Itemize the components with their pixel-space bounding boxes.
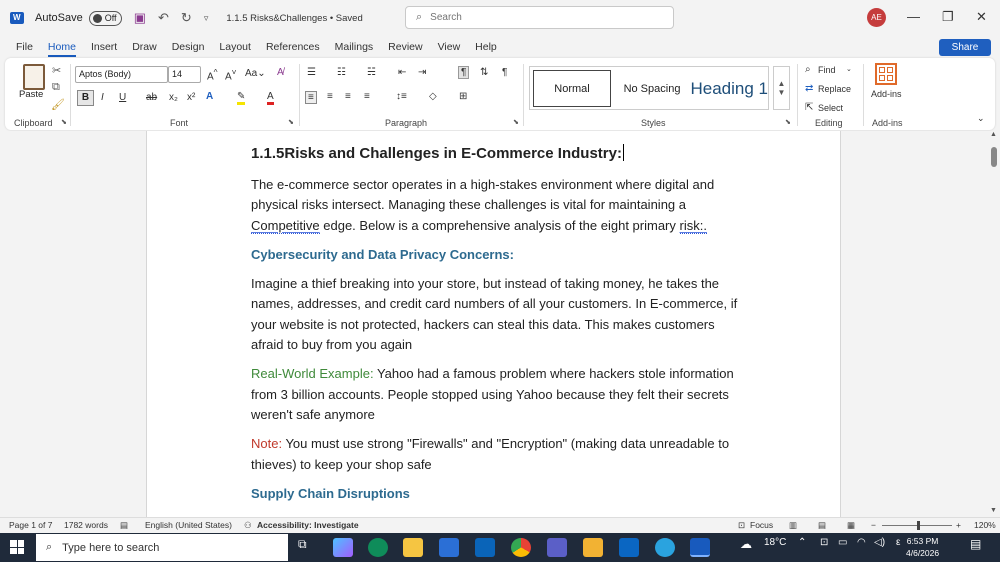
chrome-icon[interactable]: [511, 538, 531, 557]
bold-button[interactable]: B: [77, 90, 94, 106]
intro-competitive-word: Competitive: [251, 217, 320, 233]
change-case-icon[interactable]: Aa⌄: [245, 68, 266, 79]
divider: [523, 64, 524, 126]
file-explorer-icon[interactable]: [403, 538, 423, 557]
taskbar-search-icon: ⌕: [46, 541, 53, 553]
subscript-icon[interactable]: x₂: [169, 92, 178, 103]
paragraph-group-label: Paragraph: [385, 118, 428, 128]
tab-review[interactable]: Review: [388, 41, 423, 53]
intro-text-b: edge. Below is a comprehensive analysis of the eight primary: [319, 217, 680, 233]
language-indicator[interactable]: English (United States): [145, 520, 232, 530]
styles-launcher-icon[interactable]: ⬊: [785, 119, 791, 126]
copilot-icon[interactable]: [333, 538, 353, 557]
show-hidden-icons[interactable]: ⌃: [798, 537, 807, 548]
numbering-icon[interactable]: ☷: [337, 67, 346, 78]
vertical-scrollbar[interactable]: [988, 131, 1000, 517]
save-icon[interactable]: ▣: [133, 10, 146, 25]
search-icon: ⌕: [416, 11, 423, 23]
scroll-thumb[interactable]: [991, 147, 997, 167]
zoom-in-icon[interactable]: +: [956, 520, 961, 530]
proofing-icon[interactable]: ▤: [120, 520, 129, 530]
toggle-knob: [93, 14, 102, 23]
divider: [797, 64, 798, 126]
tab-layout[interactable]: Layout: [219, 41, 251, 53]
read-mode-icon[interactable]: ▥: [789, 520, 798, 530]
tab-help[interactable]: Help: [475, 41, 497, 53]
justify-icon[interactable]: ≡: [364, 91, 370, 102]
format-painter-icon[interactable]: 🖌: [51, 99, 65, 111]
tab-mailings[interactable]: Mailings: [334, 41, 374, 53]
linkedin-icon[interactable]: [619, 538, 639, 557]
intro-paragraph[interactable]: [251, 175, 741, 236]
windows-taskbar: [0, 533, 1000, 562]
zoom-out-icon[interactable]: −: [871, 520, 876, 530]
input-indicator-icon[interactable]: ε: [896, 537, 901, 548]
power-bi-icon[interactable]: [583, 538, 603, 557]
ltr-direction-icon[interactable]: ¶: [458, 66, 469, 79]
paste-label[interactable]: Paste: [19, 89, 44, 100]
example-paragraph[interactable]: [251, 364, 741, 425]
autosave-label: AutoSave: [35, 12, 83, 24]
addins-button-label[interactable]: Add-ins: [871, 89, 902, 99]
search-input[interactable]: [430, 12, 630, 23]
align-center-icon[interactable]: ≡: [327, 91, 333, 102]
replace-icon[interactable]: ⇄: [805, 83, 814, 94]
clock[interactable]: [906, 535, 939, 559]
teams-icon[interactable]: [547, 538, 567, 557]
scroll-up-icon[interactable]: ▲: [990, 131, 997, 138]
intro-risk-word: risk:.: [679, 217, 707, 233]
redo-icon[interactable]: ↻: [180, 10, 192, 25]
decrease-indent-icon[interactable]: ⇤: [398, 67, 407, 78]
wifi-icon[interactable]: ◠: [857, 537, 866, 548]
close-icon[interactable]: ✕: [976, 9, 987, 24]
styles-more-icon[interactable]: ▲ ▼: [773, 66, 790, 110]
focus-icon: ⊡: [738, 520, 746, 530]
web-layout-icon[interactable]: ▦: [847, 520, 856, 530]
superscript-icon[interactable]: x²: [187, 92, 196, 103]
style-normal[interactable]: Normal: [533, 70, 611, 107]
font-group-label: Font: [170, 118, 189, 128]
clock-time: 6:53 PM: [906, 536, 939, 546]
word-taskbar-icon[interactable]: [690, 538, 710, 557]
multilevel-list-icon[interactable]: ☵: [367, 67, 376, 78]
zoom-level[interactable]: 120%: [974, 520, 996, 530]
telegram-icon[interactable]: [655, 538, 675, 557]
tab-insert[interactable]: Insert: [90, 41, 118, 53]
tab-references[interactable]: References: [265, 41, 320, 53]
borders-icon[interactable]: ⊞: [459, 91, 468, 102]
autosave-state: Off: [104, 12, 117, 23]
font-name-select[interactable]: Aptos (Body): [75, 66, 168, 83]
align-right-icon[interactable]: ≡: [345, 91, 351, 102]
font-size-select[interactable]: 14: [168, 66, 201, 83]
section2-title[interactable]: Supply Chain Disruptions: [251, 485, 410, 501]
windows-start-icon[interactable]: [10, 540, 24, 554]
document-title[interactable]: 1.1.5 Risks&Challenges • Saved: [226, 12, 363, 24]
undo-icon[interactable]: ↶: [158, 10, 169, 25]
increase-indent-icon[interactable]: ⇥: [418, 67, 427, 78]
ribbon: [5, 58, 995, 130]
clear-format-icon[interactable]: A̸: [277, 67, 284, 78]
tab-design[interactable]: Design: [171, 41, 205, 53]
cut-icon[interactable]: ✂: [52, 65, 62, 77]
status-bar: [0, 517, 1000, 533]
addins-icon[interactable]: [875, 63, 897, 85]
line-spacing-icon[interactable]: ↕≡: [396, 91, 407, 102]
minimize-icon[interactable]: —: [907, 9, 920, 24]
taskbar-search[interactable]: [36, 534, 288, 561]
volume-icon[interactable]: ◁): [874, 537, 886, 548]
outlook-icon[interactable]: [475, 538, 495, 557]
sort-icon[interactable]: ⇅: [480, 67, 489, 78]
battery-icon[interactable]: ▭: [838, 537, 848, 548]
camera-icon[interactable]: ⊡: [820, 537, 829, 548]
autosave-toggle[interactable]: [89, 11, 122, 26]
find-dropdown-icon[interactable]: ⌄: [846, 66, 852, 73]
section1-body[interactable]: Imagine a thief breaking into your store, but instead of taking money, he takes the names, addresses, and credit card numbers of all your customers. In E-commerce, if your website is not protected, hackers can steal this data. This makes customers afraid to buy from you again: [251, 276, 738, 353]
underline-icon[interactable]: U: [119, 92, 127, 103]
strikethrough-icon[interactable]: ab: [146, 92, 158, 103]
example-label: Real-World Example:: [251, 366, 374, 382]
styles-gallery: [529, 66, 769, 110]
section1-title[interactable]: Cybersecurity and Data Privacy Concerns:: [251, 246, 514, 262]
select-icon[interactable]: ⇱: [805, 102, 814, 113]
select-label[interactable]: Select: [818, 103, 844, 113]
text-cursor: [623, 144, 624, 161]
avatar[interactable]: AE: [867, 8, 886, 27]
replace-label[interactable]: Replace: [818, 84, 852, 94]
font-color-icon[interactable]: A: [267, 91, 274, 105]
collapse-ribbon-icon[interactable]: ⌄: [977, 113, 985, 123]
accessibility-status[interactable]: Accessibility: Investigate: [257, 520, 359, 530]
heading-text: 1.1.5Risks and Challenges in E-Commerce Industry:: [251, 145, 622, 162]
bullets-icon[interactable]: ☰: [307, 67, 316, 78]
find-icon[interactable]: ⌕: [805, 64, 811, 75]
word-count[interactable]: 1782 words: [64, 520, 108, 530]
document-heading[interactable]: [251, 143, 741, 165]
text-effects-icon[interactable]: A: [206, 91, 214, 102]
styles-group-label: Styles: [641, 118, 666, 128]
print-layout-icon[interactable]: ▤: [818, 520, 827, 530]
document-body[interactable]: [251, 143, 741, 517]
italic-icon[interactable]: I: [101, 92, 104, 103]
document-page[interactable]: [146, 131, 841, 517]
tab-file[interactable]: File: [16, 41, 33, 53]
focus-button[interactable]: Focus: [750, 520, 774, 530]
note-label: Note:: [251, 436, 283, 452]
customize-qat-icon[interactable]: ▿: [203, 12, 209, 23]
shading-icon[interactable]: ◇: [429, 91, 437, 102]
word-logo-icon: [10, 12, 24, 24]
temperature[interactable]: 18°C: [764, 537, 787, 548]
notifications-icon[interactable]: ▤: [970, 537, 982, 551]
document-canvas[interactable]: [0, 131, 988, 517]
store-icon[interactable]: [439, 538, 459, 557]
tab-draw[interactable]: Draw: [132, 41, 157, 53]
editing-group-label: Editing: [815, 118, 843, 128]
accessibility-icon: ⚇: [244, 520, 252, 530]
divider: [299, 64, 300, 126]
taskbar-search-placeholder: Type here to search: [62, 541, 160, 554]
zoom-slider-thumb[interactable]: [917, 521, 920, 530]
share-label: Share: [951, 42, 979, 53]
tab-home[interactable]: Home: [47, 41, 76, 53]
maximize-icon[interactable]: ❐: [942, 9, 954, 24]
title-search-box[interactable]: [405, 6, 674, 29]
addins-group-label: Add-ins: [872, 118, 903, 128]
note-paragraph[interactable]: [251, 434, 741, 475]
show-marks-icon[interactable]: ¶: [502, 67, 508, 78]
grow-font-icon[interactable]: A^: [207, 67, 218, 83]
edge-icon[interactable]: [368, 538, 388, 557]
divider: [863, 64, 864, 126]
page-indicator[interactable]: Page 1 of 7: [9, 520, 53, 530]
share-button[interactable]: [939, 39, 991, 56]
ribbon-tabs: [0, 36, 1000, 58]
find-label[interactable]: Find: [818, 65, 836, 75]
divider: [70, 64, 71, 126]
align-left-icon[interactable]: ≡: [305, 91, 317, 104]
style-no-spacing[interactable]: No Spacing: [623, 82, 681, 95]
example-body: Yahoo had a famous problem where hackers stole information from 3 billion accounts. People stopped using Yahoo because they felt their secrets weren't safe anymore: [251, 366, 734, 422]
weather-icon[interactable]: ☁: [740, 537, 752, 551]
style-heading-1[interactable]: Heading 1: [690, 78, 768, 98]
clipboard-launcher-icon[interactable]: ⬊: [61, 119, 67, 126]
clipboard-group-label: Clipboard: [14, 118, 53, 128]
copy-icon[interactable]: ⧉: [52, 81, 60, 93]
font-launcher-icon[interactable]: ⬊: [288, 119, 294, 126]
paragraph-launcher-icon[interactable]: ⬊: [513, 119, 519, 126]
scroll-down-icon[interactable]: ▼: [990, 507, 997, 514]
intro-text-a: The e-commerce sector operates in a high-stakes environment where digital and physical risks intersect. Managing these challenges is vital for maintaining a: [251, 177, 715, 213]
shrink-font-icon[interactable]: A˅: [225, 67, 237, 83]
note-body: You must use strong "Firewalls" and "Encryption" (making data unreadable to thieves) to keep your shop safe: [251, 436, 730, 472]
clock-date: 4/6/2026: [906, 548, 940, 558]
paste-icon[interactable]: [23, 64, 45, 90]
highlight-icon[interactable]: ✎: [237, 91, 245, 105]
task-view-icon[interactable]: ⧉: [298, 537, 307, 551]
tab-view[interactable]: View: [437, 41, 461, 53]
